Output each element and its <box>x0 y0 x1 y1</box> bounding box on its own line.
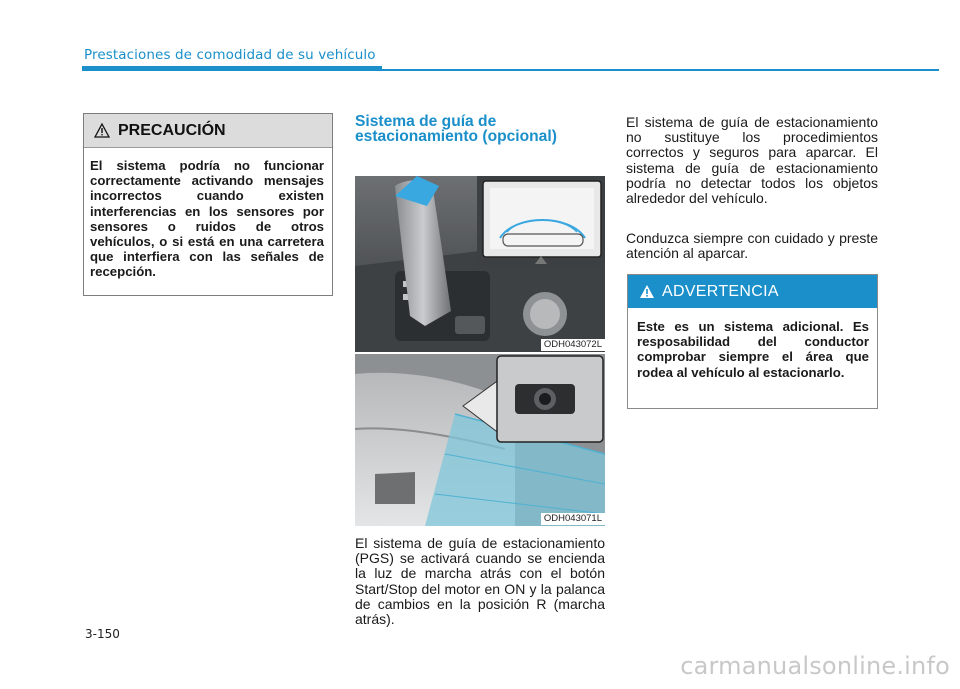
caution-header <box>84 114 332 148</box>
right-paragraph-1: El sistema de guía de estacionamiento no sustituye los procedimientos correctos y seguros para aparcar. El sistema de guía de estacionamiento podría no detectar todos los objetos alrededor del vehículo. <box>626 114 878 207</box>
right-paragraph-2: Conduzca siempre con cuidado y preste atención al aparcar. <box>626 230 878 262</box>
warning-box <box>627 274 878 409</box>
header-rule-thick <box>82 66 382 71</box>
watermark: carmanualsonline.info <box>680 652 950 680</box>
section-title: Prestaciones de comodidad de su vehículo <box>84 47 376 63</box>
warning-triangle-filled-icon <box>639 284 655 299</box>
caution-title: PRECAUCIÓN <box>118 121 226 139</box>
warning-triangle-outline-icon <box>94 123 110 138</box>
warning-text: Este es un sistema adicional. Es resposabilidad del conductor comprobar siempre el área que rodea al vehículo al estacionarlo. <box>637 319 869 380</box>
rear-camera-figure <box>355 354 605 526</box>
figure-code-bottom: ODH043071L <box>541 513 605 525</box>
pgs-body-text: El sistema de guía de estacionamiento (PGS) se activará cuando se encienda la luz de marcha atrás con el botón Start/Stop del motor en ON y la palanca de cambios en la posición R (marcha atrás). <box>355 535 605 628</box>
page-number: 3-150 <box>85 627 120 641</box>
pgs-heading: Sistema de guía de estacionamiento (opcional) <box>355 113 557 146</box>
rear-camera-illustration <box>355 354 605 526</box>
header-rule-thin <box>382 69 939 71</box>
warning-title: ADVERTENCIA <box>662 282 779 300</box>
caution-text: El sistema podría no funcionar correctamente activando mensajes incorrectos cuando existen interferencias en los sensores por sensores o ruidos de otros vehículos, o si está en una carretera que interfiera con las señales de recepción. <box>90 158 324 280</box>
warning-header <box>628 275 877 308</box>
caution-box <box>83 113 333 296</box>
figure-code-top: ODH043072L <box>541 339 605 351</box>
gear-shift-illustration <box>355 176 605 352</box>
gear-shift-display-figure <box>355 176 605 352</box>
